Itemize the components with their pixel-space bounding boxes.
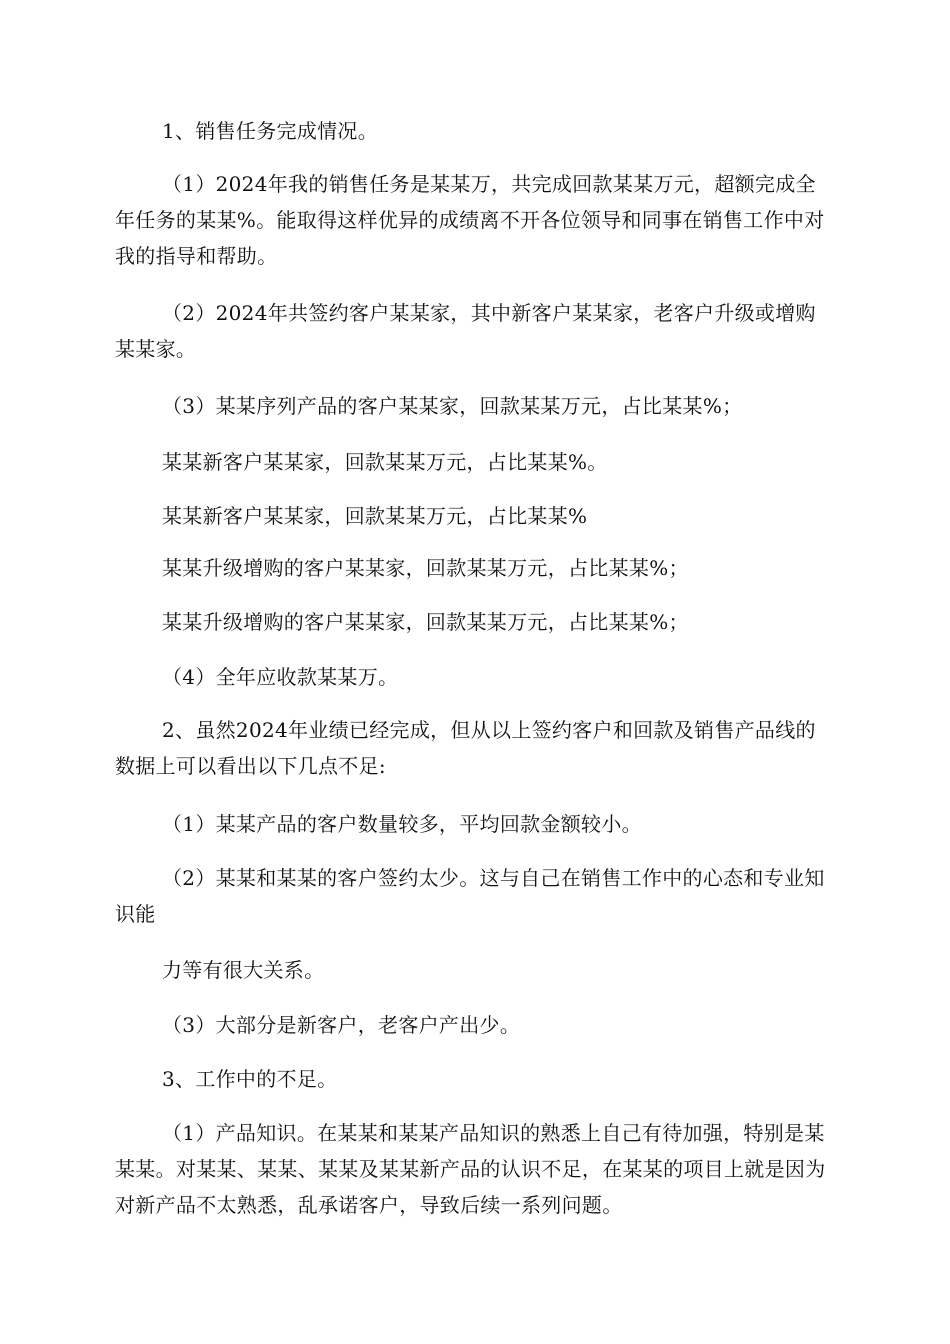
paragraph-product-clients: （1）某某产品的客户数量较多，平均回款金额较小。	[162, 812, 642, 836]
paragraph-clients-signed: （2）2024年共签约客户某某家，其中新客户某某家，老客户升级或增购某某家。	[115, 301, 816, 361]
paragraph-new-clients-b: 某某新客户某某家，回款某某万元，占比某某%	[162, 504, 588, 528]
paragraph-sales-target: （1）2024年我的销售任务是某某万，共完成回款某某万元，超额完成全年任务的某某%。能取得这样优异的成绩离不开各位领导和同事在销售工作中对我的指导和帮助。	[115, 172, 825, 268]
paragraph-upgrade-clients-a: 某某升级增购的客户某某家，回款某某万元，占比某某%；	[162, 556, 689, 580]
paragraph-receivables: （4）全年应收款某某万。	[162, 665, 399, 689]
paragraph-ability-relation: 力等有很大关系。	[162, 958, 325, 982]
heading-shortcomings-data: 2、虽然2024年业绩已经完成，但从以上签约客户和回款及销售产品线的数据上可以看出以下几点不足:	[115, 718, 816, 778]
heading-work-shortcomings: 3、工作中的不足。	[162, 1067, 338, 1091]
paragraph-new-clients-majority: （3）大部分是新客户，老客户产出少。	[162, 1013, 521, 1037]
paragraph-few-signings: （2）某某和某某的客户签约太少。这与自己在销售工作中的心态和专业知识能	[115, 866, 825, 926]
paragraph-upgrade-clients-b: 某某升级增购的客户某某家，回款某某万元，占比某某%；	[162, 610, 689, 634]
paragraph-product-series: （3）某某序列产品的客户某某家，回款某某万元，占比某某%；	[162, 394, 743, 418]
heading-sales-task: 1、销售任务完成情况。	[162, 119, 379, 143]
paragraph-product-knowledge: （1）产品知识。在某某和某某产品知识的熟悉上自己有待加强，特别是某某某。对某某、某某、某某及某某新产品的认识不足，在某某的项目上就是因为对新产品不太熟悉，乱承诺客户，导致后续一系列问题。	[115, 1121, 826, 1217]
paragraph-new-clients-a: 某某新客户某某家，回款某某万元，占比某某%。	[162, 450, 608, 474]
